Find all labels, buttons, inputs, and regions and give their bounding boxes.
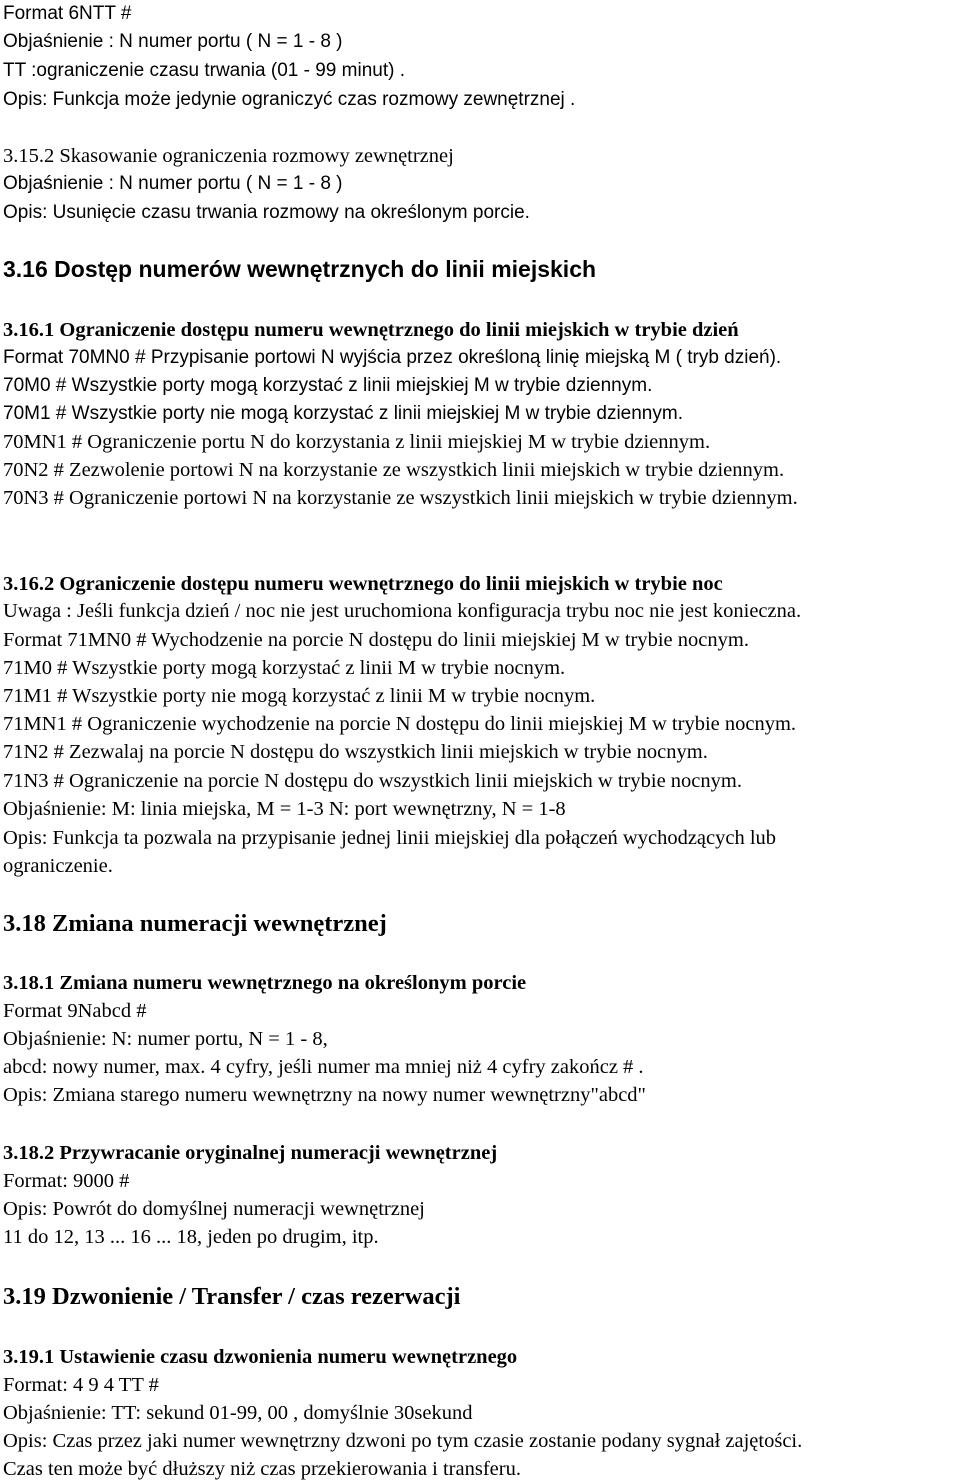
text-line: 70M1 # Wszystkie porty nie mogą korzystać z linii miejskiej M w trybie dziennym. <box>3 403 683 424</box>
section-heading: 3.19 Dzwonienie / Transfer / czas rezerwacji <box>3 1283 461 1310</box>
text-line: Opis: Funkcja ta pozwala na przypisanie jednej linii miejskiej dla połączeń wychodzących lub <box>3 827 777 849</box>
subsection-heading: 3.18.2 Przywracanie oryginalnej numeracji wewnętrznej <box>3 1142 498 1164</box>
text-line: Format 70MN0 # Przypisanie portowi N wyjścia przez określoną linię miejską M ( tryb dzień). <box>3 347 782 368</box>
text-line: Opis: Powrót do domyślnej numeracji wewnętrznej <box>3 1198 425 1220</box>
text-line: Czas ten może być dłuższy niż czas przekierowania i transferu. <box>3 1458 521 1480</box>
subsection-heading: 3.16.1 Ograniczenie dostępu numeru wewnętrznego do linii miejskich w trybie dzień <box>3 319 739 341</box>
text-line: Opis: Funkcja może jedynie ograniczyć czas rozmowy zewnętrznej . <box>3 89 576 110</box>
subsection-heading: 3.16.2 Ograniczenie dostępu numeru wewnętrznego do linii miejskich w trybie noc <box>3 573 723 595</box>
section-heading: 3.18 Zmiana numeracji wewnętrznej <box>3 910 387 937</box>
section-heading: 3.16 Dostęp numerów wewnętrznych do linii miejskich <box>3 256 597 282</box>
text-line: abcd: nowy numer, max. 4 cyfry, jeśli numer ma mniej niż 4 cyfry zakończ # . <box>3 1056 644 1078</box>
text-line: 11 do 12, 13 ... 16 ... 18, jeden po drugim, itp. <box>3 1226 379 1248</box>
text-line: Objaśnienie: TT: sekund 01-99, 00 , domyślnie 30sekund <box>3 1402 473 1424</box>
text-line: 70MN1 # Ograniczenie portu N do korzystania z linii miejskiej M w trybie dziennym. <box>3 431 711 453</box>
subsection-heading: 3.19.1 Ustawienie czasu dzwonienia numeru wewnętrznego <box>3 1346 518 1368</box>
text-line: Format: 9000 # <box>3 1170 130 1192</box>
text-line: TT :ograniczenie czasu trwania (01 - 99 minut) . <box>3 60 405 81</box>
text-line: ograniczenie. <box>3 855 113 877</box>
text-line: Objaśnienie: N: numer portu, N = 1 - 8, <box>3 1028 328 1050</box>
text-line: Objaśnienie: M: linia miejska, M = 1-3 N: port wewnętrzny, N = 1-8 <box>3 798 566 820</box>
text-line: Opis: Czas przez jaki numer wewnętrzny dzwoni po tym czasie zostanie podany sygnał zajętości. <box>3 1430 803 1452</box>
text-line: 71N2 # Zezwalaj na porcie N dostępu do wszystkich linii miejskich w trybie nocnym. <box>3 741 708 763</box>
text-line: 70N2 # Zezwolenie portowi N na korzystanie ze wszystkich linii miejskich w trybie dziennym. <box>3 459 785 481</box>
text-line: 71N3 # Ograniczenie na porcie N dostępu do wszystkich linii miejskich w trybie nocnym. <box>3 770 742 792</box>
text-line: 71MN1 # Ograniczenie wychodzenie na porcie N dostępu do linii miejskiej M w trybie nocnym. <box>3 713 797 735</box>
section-heading: 3.15.2 Skasowanie ograniczenia rozmowy zewnętrznej <box>3 145 454 167</box>
text-line: Objaśnienie : N numer portu ( N = 1 - 8 ) <box>3 173 343 194</box>
text-line: Uwaga : Jeśli funkcja dzień / noc nie jest uruchomiona konfiguracja trybu noc nie jest konieczna. <box>3 600 802 622</box>
text-line: Opis: Usunięcie czasu trwania rozmowy na określonym porcie. <box>3 202 530 223</box>
text-line: 70N3 # Ograniczenie portowi N na korzystanie ze wszystkich linii miejskich w trybie dziennym. <box>3 487 798 509</box>
text-line: Objaśnienie : N numer portu ( N = 1 - 8 ) <box>3 31 343 52</box>
subsection-heading: 3.18.1 Zmiana numeru wewnętrznego na określonym porcie <box>3 972 527 994</box>
text-line: 70M0 # Wszystkie porty mogą korzystać z linii miejskiej M w trybie dziennym. <box>3 375 653 396</box>
text-line: Format 9Nabcd # <box>3 1000 147 1022</box>
text-line: Format: 4 9 4 TT # <box>3 1374 159 1396</box>
text-line: 71M0 # Wszystkie porty mogą korzystać z linii M w trybie nocnym. <box>3 657 566 679</box>
text-line: Opis: Zmiana starego numeru wewnętrzny na nowy numer wewnętrzny"abcd" <box>3 1084 646 1106</box>
text-line: 71M1 # Wszystkie porty nie mogą korzystać z linii M w trybie nocnym. <box>3 685 596 707</box>
text-line: Format 71MN0 # Wychodzenie na porcie N dostępu do linii miejskiej M w trybie nocnym. <box>3 629 749 651</box>
text-line: Format 6NTT # <box>3 3 132 24</box>
